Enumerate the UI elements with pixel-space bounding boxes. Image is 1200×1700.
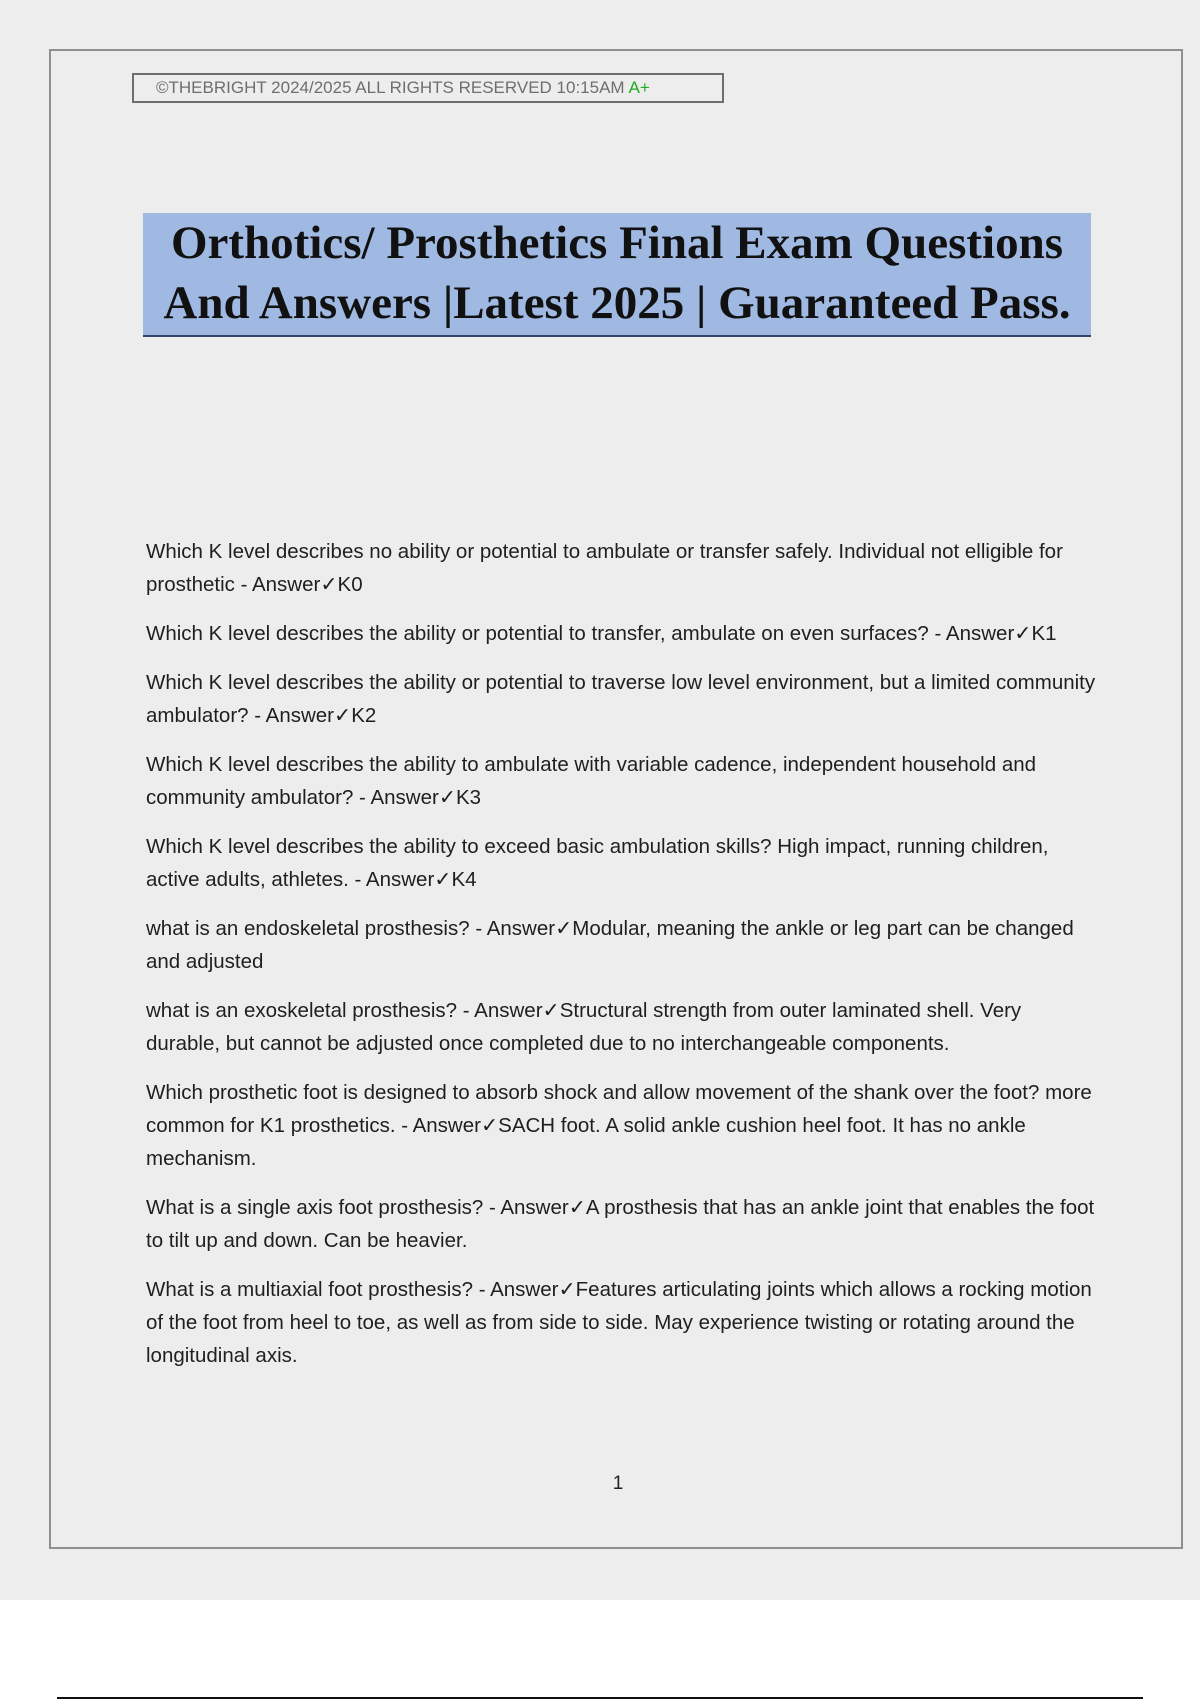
check-mark-icon: ✓ — [438, 785, 456, 809]
qa-item — [146, 1191, 1096, 1257]
check-mark-icon: ✓ — [542, 998, 560, 1022]
check-mark-icon: ✓ — [480, 1113, 499, 1137]
copyright-text: ©THEBRIGHT 2024/2025 ALL RIGHTS RESERVED 10:15AM — [156, 78, 625, 97]
question-text: Which prosthetic foot is designed to absorb shock and allow movement of the shank over the foot? more common for K1 prosthetics. - Answer — [146, 1081, 1092, 1137]
question-text: What is a single axis foot prosthesis? - Answer — [146, 1196, 569, 1219]
check-mark-icon: ✓ — [334, 703, 352, 727]
question-text: Which K level describes the ability or potential to traverse low level environment, but a limited community ambulator? - Answer — [146, 671, 1096, 727]
check-mark-icon: ✓ — [320, 572, 338, 596]
question-text: Which K level describes the ability to exceed basic ambulation skills? High impact, running children, active adults, athletes. - Answer — [146, 835, 1049, 891]
divider — [57, 1697, 1143, 1699]
answer-text: A prosthesis that has an ankle joint that enables the foot to tilt up and down. Can be heavier. — [146, 1196, 1095, 1252]
title-line-1: Orthotics/ Prosthetics Final Exam Questions — [170, 217, 1064, 269]
question-text: Which K level describes the ability to ambulate with variable cadence, independent household and community ambulator? - Answer — [146, 753, 1037, 809]
answer-text: Features articulating joints which allows a rocking motion of the foot from heel to toe, as well as from side to side. May experience twisting or rotating around the longitudinal axis. — [146, 1278, 1092, 1367]
qa-item — [146, 1273, 1096, 1372]
answer-text: Structural strength from outer laminated shell. Very durable, but cannot be adjusted once completed due to no interchangeable components. — [146, 999, 1022, 1055]
page-number: 1 — [612, 1473, 624, 1494]
check-mark-icon: ✓ — [555, 916, 573, 940]
question-text: What is a multiaxial foot prosthesis? - Answer — [146, 1278, 559, 1301]
answer-text: K3 — [456, 786, 482, 809]
qa-item — [146, 830, 1096, 896]
answer-text: Modular, meaning the ankle or leg part can be changed and adjusted — [146, 917, 1074, 973]
question-text: what is an endoskeletal prosthesis? - Answer — [146, 917, 556, 940]
check-mark-icon: ✓ — [1014, 621, 1032, 645]
check-mark-icon: ✓ — [568, 1195, 586, 1219]
answer-text: K1 — [1031, 622, 1057, 645]
qa-item — [146, 666, 1096, 732]
grade-badge: A+ — [628, 78, 650, 97]
qa-item — [146, 994, 1096, 1060]
check-mark-icon: ✓ — [558, 1277, 576, 1301]
answer-text: K0 — [337, 573, 363, 596]
answer-text: SACH foot. A solid ankle cushion heel foot. It has no ankle mechanism. — [146, 1114, 1026, 1170]
document-title — [143, 213, 1091, 337]
qa-list — [146, 535, 1096, 1388]
title-line-2: And Answers |Latest 2025 | Guaranteed Pass. — [163, 277, 1071, 329]
qa-item — [146, 748, 1096, 814]
qa-item — [146, 1076, 1096, 1175]
question-text: Which K level describes the ability or potential to transfer, ambulate on even surfaces? - Answer — [146, 622, 1015, 645]
check-mark-icon: ✓ — [434, 867, 452, 891]
answer-text: K4 — [451, 868, 477, 891]
qa-item — [146, 535, 1096, 601]
qa-item — [146, 617, 1096, 650]
question-text: Which K level describes no ability or potential to ambulate or transfer safely. Individual not elligible for prosthetic - Answer — [146, 540, 1063, 596]
answer-text: K2 — [351, 704, 377, 727]
question-text: what is an exoskeletal prosthesis? - Answer — [146, 999, 543, 1022]
copyright-header — [132, 73, 724, 103]
qa-item — [146, 912, 1096, 978]
